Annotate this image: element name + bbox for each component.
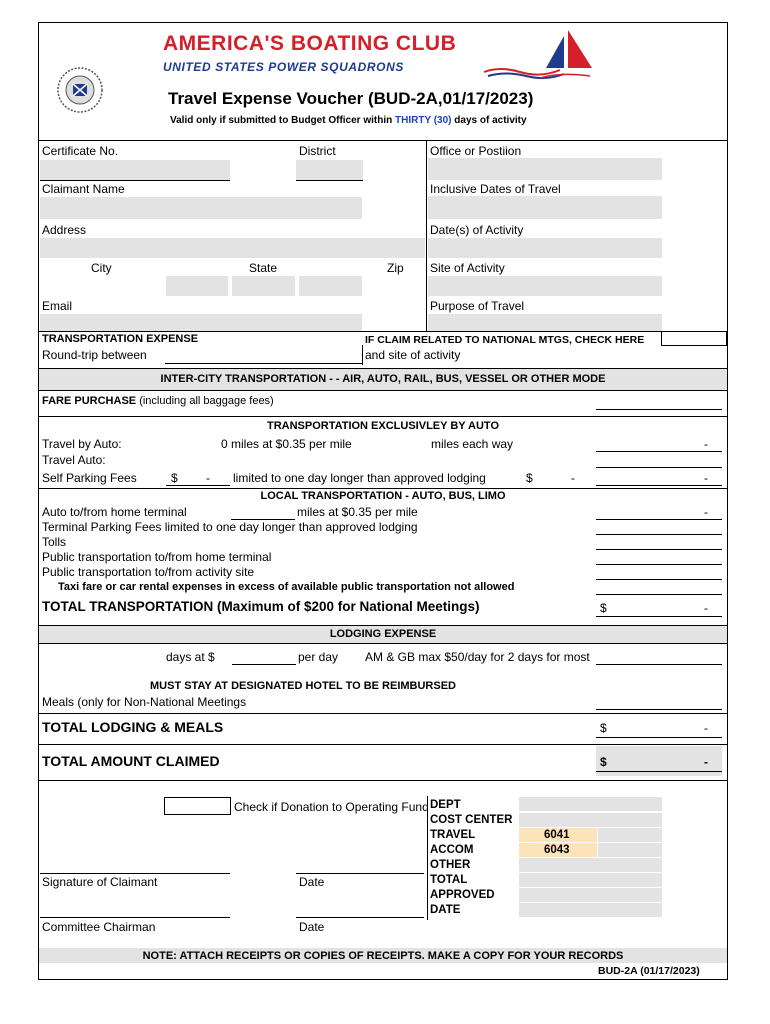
notice-post: days of activity (454, 115, 527, 126)
sailboat-logo-icon (480, 26, 602, 82)
public-home-input[interactable] (596, 564, 722, 565)
site-field[interactable] (428, 276, 662, 296)
fare-amount-input[interactable] (596, 409, 722, 410)
divider (427, 796, 428, 920)
acct-accom-field[interactable] (598, 843, 662, 857)
tolls-input[interactable] (596, 549, 722, 550)
roundtrip-label: Round-trip between (42, 348, 147, 362)
dates-travel-label: Inclusive Dates of Travel (430, 182, 561, 196)
acct-travel-field[interactable] (598, 828, 662, 842)
dates-activity-field[interactable] (428, 238, 662, 258)
travel-auto-label: Travel Auto: (42, 453, 106, 467)
acct-approved-field[interactable] (519, 888, 662, 902)
site-label: Site of Activity (430, 261, 505, 275)
limited-value: - (571, 471, 575, 485)
divider (38, 416, 728, 417)
divider (38, 744, 728, 745)
and-site-label: and site of activity (365, 348, 461, 362)
terminal-parking-label: Terminal Parking Fees limited to one day longer than approved lodging (42, 520, 418, 534)
total-claimed-value: - (704, 755, 708, 769)
limited-lodging-label: limited to one day longer than approved lodging (233, 471, 486, 485)
donation-checkbox[interactable] (164, 797, 231, 815)
acct-other-field[interactable] (519, 858, 662, 872)
national-claim-checkbox[interactable] (661, 331, 727, 346)
claimant-field[interactable] (40, 197, 362, 219)
zip-label: Zip (387, 261, 404, 275)
divider (38, 780, 728, 781)
self-parking-value: - (206, 471, 210, 485)
terminal-parking-input[interactable] (596, 534, 722, 535)
total-lodging-input[interactable] (596, 737, 722, 738)
total-transportation-input[interactable] (596, 616, 722, 617)
meals-input[interactable] (596, 709, 722, 710)
footer-note: NOTE: ATTACH RECEIPTS OR COPIES OF RECEIPTS. MAKE A COPY FOR YOUR RECORDS (142, 950, 624, 962)
total-claimed-underline (596, 771, 722, 772)
district-field[interactable] (296, 160, 363, 181)
divider (38, 713, 728, 714)
acct-date-field[interactable] (519, 903, 662, 917)
auto-home-amount-input[interactable] (596, 519, 722, 520)
address-label: Address (42, 223, 87, 237)
notice-highlight: THIRTY (30) (395, 115, 452, 126)
certificate-field[interactable] (40, 160, 230, 181)
taxi-note: Taxi fare or car rental expenses in excess of available public transportation not allowed (58, 581, 515, 593)
divider (38, 488, 728, 489)
divider (38, 390, 728, 391)
office-label: Office or Postiion (430, 144, 522, 158)
travel-code-value: 6041 (544, 829, 570, 841)
committee-line[interactable] (40, 917, 230, 918)
auto-heading: TRANSPORTATION EXCLUSIVLEY BY AUTO (266, 420, 500, 432)
committee-date-label: Date (299, 920, 325, 934)
acct-row-total: TOTAL (430, 874, 468, 886)
accom-code-value: 6043 (544, 844, 570, 856)
tolls-label: Tolls (42, 535, 67, 549)
auto-amount-value: - (704, 437, 708, 451)
per-day-label: per day (298, 650, 339, 664)
signature-line[interactable] (40, 873, 230, 874)
miles-rate-label: 0 miles at $0.35 per mile (221, 437, 352, 451)
total-transportation-label: TOTAL TRANSPORTATION (Maximum of $200 for National Meetings) (42, 599, 480, 614)
brand-name: AMERICA'S BOATING CLUB (163, 32, 457, 55)
zip-field[interactable] (299, 276, 362, 296)
travel-auto-input[interactable] (596, 467, 722, 468)
purpose-label: Purpose of Travel (430, 299, 525, 313)
acct-dept-field[interactable] (519, 797, 662, 811)
committee-label: Committee Chairman (42, 920, 156, 934)
acct-row-dept: DEPT (430, 799, 461, 811)
auto-home-label: Auto to/from home terminal (42, 505, 187, 519)
self-parking-dollar: $ (171, 471, 178, 485)
total-lodging-dollar: $ (600, 721, 607, 735)
local-heading: LOCAL TRANSPORTATION - AUTO, BUS, LIMO (260, 490, 506, 502)
auto-amount-input[interactable] (596, 451, 722, 452)
lodging-amount-input[interactable] (596, 664, 722, 665)
total-transportation-dollar: $ (600, 601, 607, 615)
auto-home-amount-value: - (704, 505, 708, 519)
seal-logo (56, 66, 104, 114)
must-stay-note: MUST STAY AT DESIGNATED HOTEL TO BE REIMBURSED (150, 680, 456, 692)
fare-bold: FARE PURCHASE (42, 395, 137, 407)
lodging-heading: LODGING EXPENSE (329, 628, 437, 640)
dates-travel-field[interactable] (428, 196, 662, 219)
state-field[interactable] (232, 276, 295, 296)
total-lodging-label: TOTAL LODGING & MEALS (42, 719, 224, 735)
rate-input[interactable] (232, 664, 296, 665)
public-site-label: Public transportation to/from activity site (42, 565, 255, 579)
self-parking-input[interactable] (166, 485, 230, 486)
miles-each-way-label: miles each way (431, 437, 514, 451)
form-id: BUD-2A (01/17/2023) (598, 965, 700, 977)
office-field[interactable] (428, 158, 662, 180)
travel-by-auto-label: Travel by Auto: (42, 437, 122, 451)
divider (38, 643, 728, 644)
divider (362, 345, 363, 365)
acct-total-field[interactable] (519, 873, 662, 887)
city-label: City (91, 261, 112, 275)
email-field[interactable] (40, 314, 362, 331)
acct-row-approved: APPROVED (430, 889, 495, 901)
fare-purchase-label (42, 395, 274, 407)
acct-row-travel: TRAVEL (430, 829, 476, 841)
self-parking-label: Self Parking Fees (42, 471, 137, 485)
signature-label: Signature of Claimant (42, 875, 158, 889)
intercity-heading: INTER-CITY TRANSPORTATION - - AIR, AUTO, RAIL, BUS, VESSEL OR OTHER MODE (160, 373, 606, 385)
validity-notice (170, 115, 527, 126)
brand-subtitle: UNITED STATES POWER SQUADRONS (163, 60, 404, 74)
certificate-label: Certificate No. (42, 144, 119, 158)
purpose-field[interactable] (428, 314, 662, 331)
district-label: District (299, 144, 336, 158)
page-title: Travel Expense Voucher (BUD-2A,01/17/2023) (168, 89, 534, 108)
national-claim-label: IF CLAIM RELATED TO NATIONAL MTGS, CHECK HERE (365, 334, 645, 346)
max-note-label: AM & GB max $50/day for 2 days for most (365, 650, 590, 664)
total-claimed-label: TOTAL AMOUNT CLAIMED (42, 753, 220, 769)
total-claimed-dollar: $ (600, 755, 607, 769)
total-lodging-value: - (704, 721, 708, 735)
donation-label: Check if Donation to Operating Fund (234, 800, 429, 814)
divider (38, 140, 728, 141)
acct-row-other: OTHER (430, 859, 471, 871)
acct-row-date: DATE (430, 904, 461, 916)
public-site-input[interactable] (596, 579, 722, 580)
total-transportation-value: - (704, 601, 708, 615)
meals-label: Meals (only for Non-National Meetings (42, 695, 247, 709)
acct-row-accom: ACCOM (430, 844, 474, 856)
parking-amount-value: - (704, 471, 708, 485)
parking-amount-input[interactable] (596, 485, 722, 486)
limited-dollar: $ (526, 471, 533, 485)
claimant-label: Claimant Name (42, 182, 125, 196)
email-label: Email (42, 299, 73, 313)
dates-activity-label: Date(s) of Activity (430, 223, 524, 237)
committee-date-line[interactable] (296, 917, 424, 918)
public-home-label: Public transportation to/from home terminal (42, 550, 272, 564)
taxi-input[interactable] (596, 594, 722, 595)
city-field[interactable] (166, 276, 228, 296)
signature-date-line[interactable] (296, 873, 424, 874)
signature-date-label: Date (299, 875, 325, 889)
state-label: State (249, 261, 278, 275)
divider (426, 140, 427, 331)
address-field[interactable] (40, 238, 425, 258)
divider (38, 331, 728, 332)
transport-heading: TRANSPORTATION EXPENSE (42, 333, 199, 345)
fare-rest: (including all baggage fees) (139, 395, 274, 407)
miles-035-label: miles at $0.35 per mile (297, 505, 418, 519)
acct-cost-center-field[interactable] (519, 813, 662, 827)
days-at-label: days at $ (166, 650, 215, 664)
notice-pre: Valid only if submitted to Budget Officer within (170, 115, 393, 126)
acct-row-cost-center: COST CENTER (430, 814, 513, 826)
roundtrip-input[interactable] (165, 363, 362, 364)
